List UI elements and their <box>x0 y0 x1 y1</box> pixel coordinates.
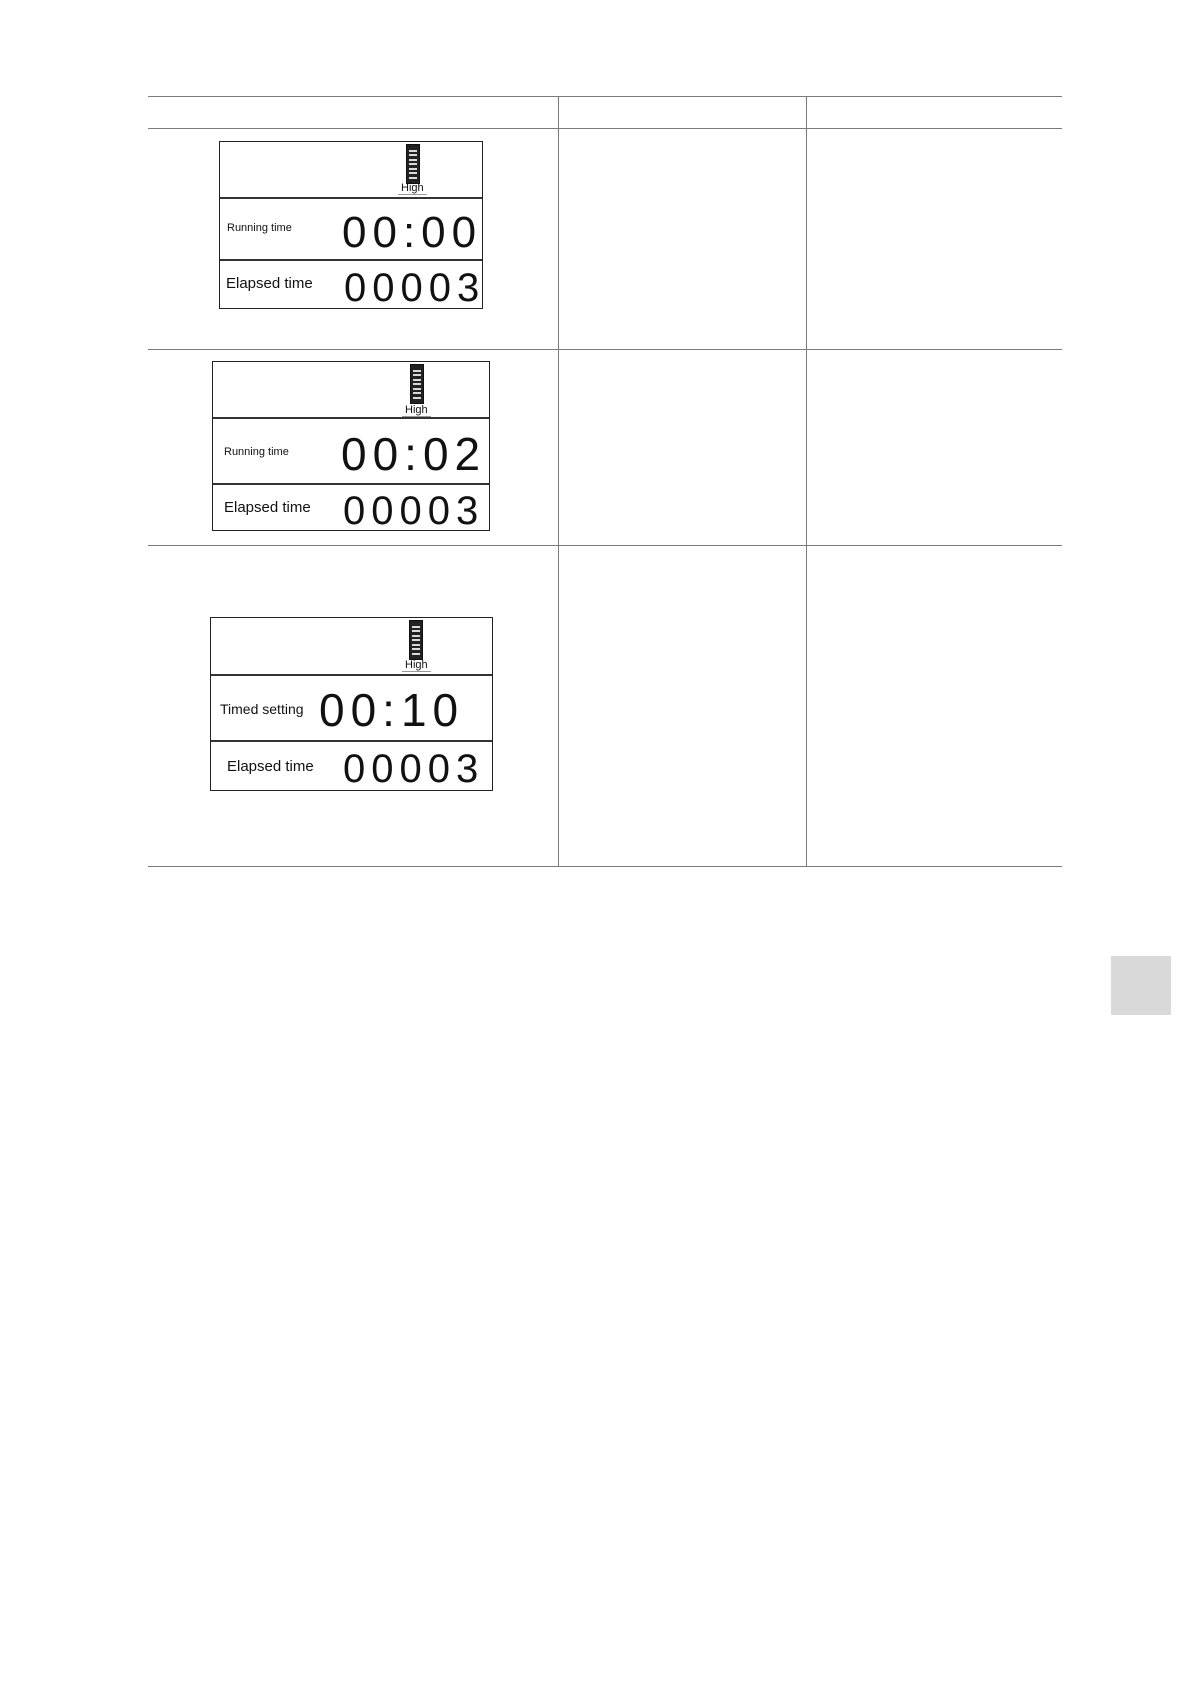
elapsed-section <box>213 485 489 533</box>
level-label: High <box>398 182 427 195</box>
chapter-tab-marker <box>1111 956 1171 1015</box>
time-label: Timed setting <box>220 701 304 717</box>
row-rule-2 <box>148 545 1062 546</box>
header-rule <box>148 128 1062 129</box>
time-label: Running time <box>224 446 289 458</box>
level-meter-icon <box>410 364 424 404</box>
time-section <box>220 199 482 261</box>
time-value: 00:02 <box>341 428 487 480</box>
time-label: Running time <box>227 222 292 234</box>
elapsed-label: Elapsed time <box>224 499 311 516</box>
elapsed-value: 00003 <box>344 266 486 310</box>
elapsed-section <box>211 743 492 790</box>
level-label: High <box>402 659 431 672</box>
table-bottom-rule <box>148 866 1062 867</box>
level-label: High <box>402 404 431 417</box>
level-meter-icon <box>409 620 423 660</box>
time-section <box>211 677 492 742</box>
display-panel-3 <box>210 617 493 791</box>
elapsed-label: Elapsed time <box>226 275 313 292</box>
display-header <box>213 362 489 419</box>
time-value: 00:00 <box>342 208 483 257</box>
elapsed-label: Elapsed time <box>227 758 314 775</box>
column-divider-1 <box>558 96 559 866</box>
display-panel-1 <box>219 141 486 310</box>
time-section <box>213 420 489 485</box>
elapsed-value: 00003 <box>343 747 485 791</box>
display-header <box>220 142 482 199</box>
elapsed-value: 00003 <box>343 489 485 533</box>
level-meter-icon <box>406 144 420 184</box>
table-top-rule <box>148 96 1062 97</box>
column-divider-2 <box>806 96 807 866</box>
display-panel-2 <box>212 361 490 531</box>
time-value: 00:10 <box>319 684 465 736</box>
elapsed-section <box>220 262 486 310</box>
row-rule-1 <box>148 349 1062 350</box>
display-header <box>211 618 492 676</box>
